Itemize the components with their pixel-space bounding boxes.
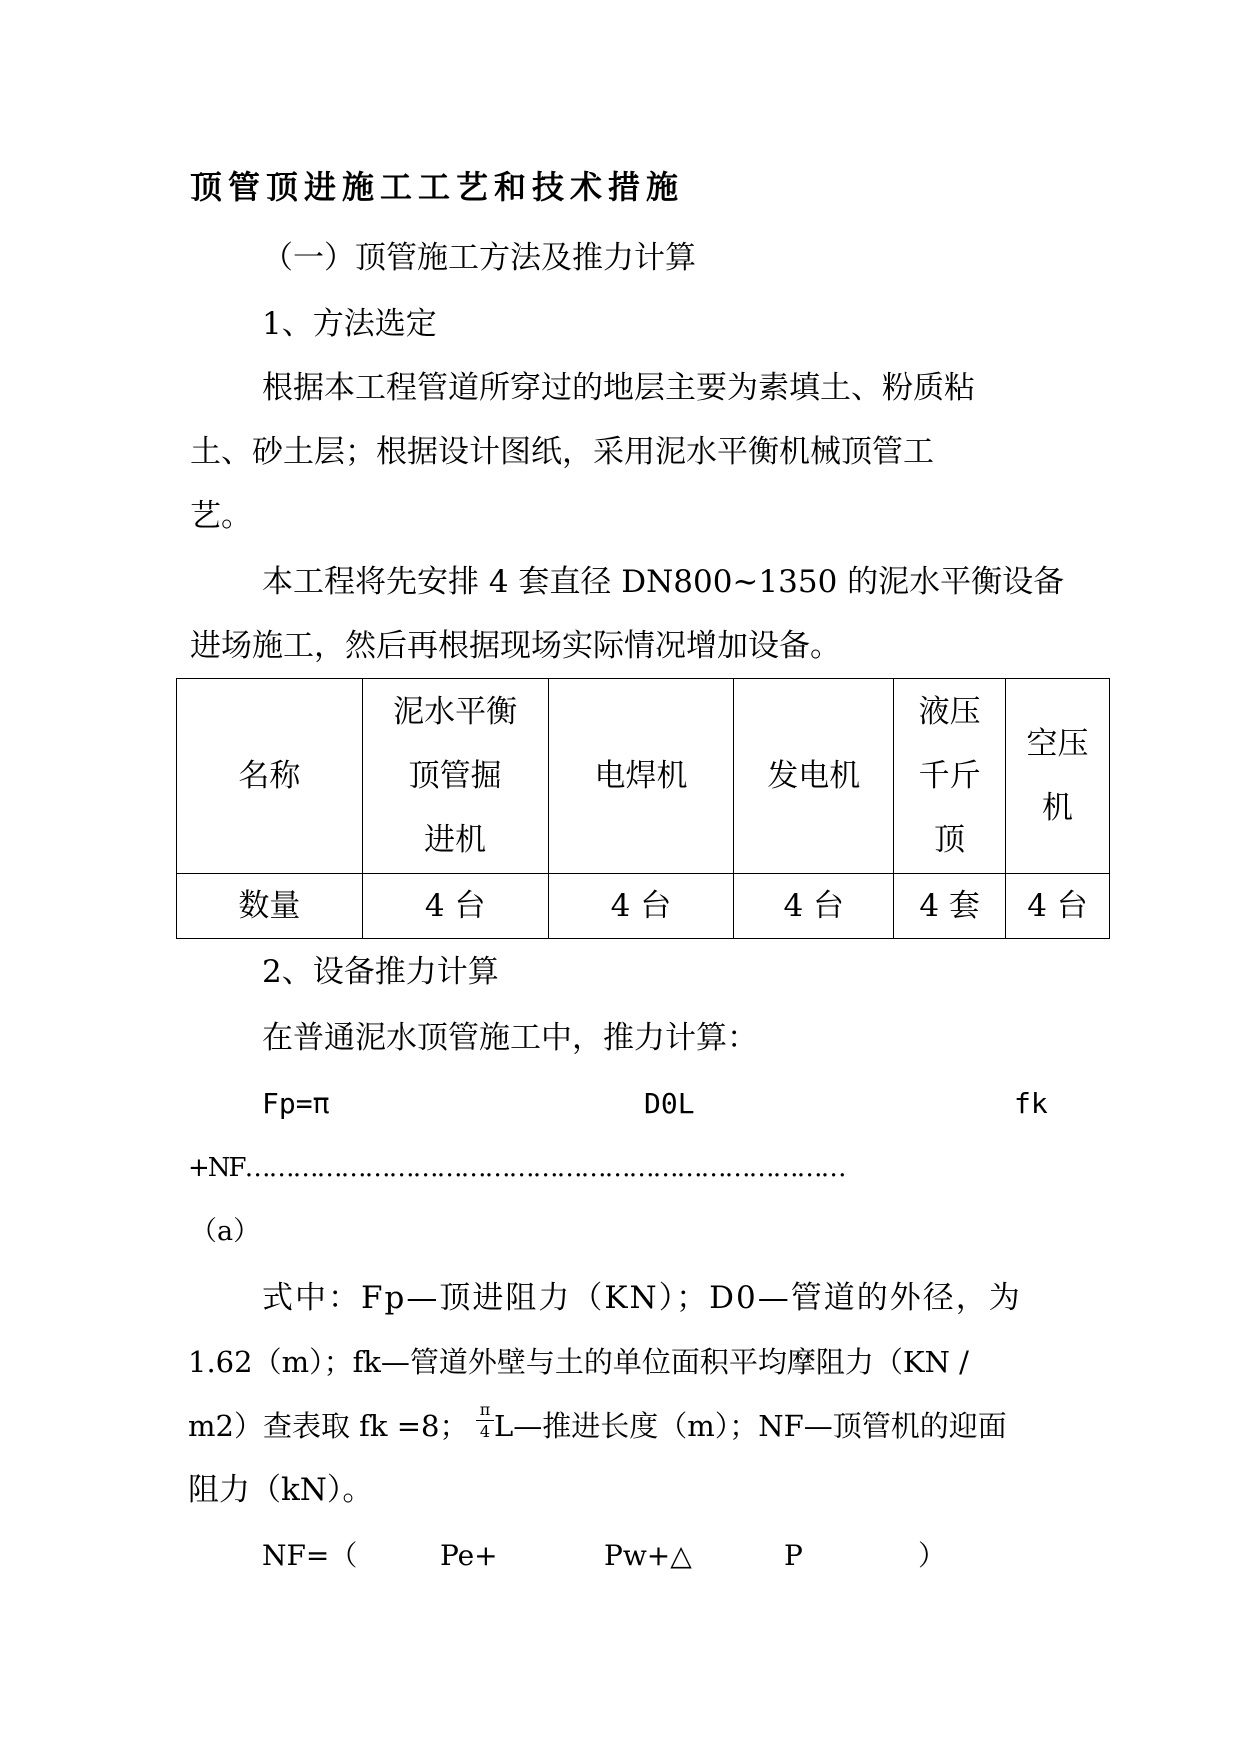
table-cell: 4 台 (362, 874, 548, 939)
formula-part: fk (1014, 1087, 1048, 1120)
table-cell: 4 台 (1006, 874, 1110, 939)
table-header-cell: 液压 千斤 顶 (894, 679, 1006, 874)
formula-part: Pe+ (440, 1539, 498, 1572)
paragraph-line: 在普通泥水顶管施工中，推力计算： (262, 1020, 758, 1056)
table-header-row (177, 679, 1110, 874)
table-header-cell: 泥水平衡 顶管掘 进机 (362, 679, 548, 874)
paragraph-line: 根据本工程管道所穿过的地层主要为素填土、粉质粘 (262, 370, 975, 406)
table-cell: 4 台 (548, 874, 734, 939)
document-title: 顶管顶进施工工艺和技术措施 (190, 168, 685, 206)
fraction-bar (476, 1420, 494, 1421)
table-row (177, 874, 1110, 939)
formula-part: Pw+△ (604, 1539, 692, 1572)
formula-label: （a） (190, 1216, 261, 1247)
subsection-heading-method: 1、方法选定 (262, 306, 437, 342)
equipment-table (176, 678, 1110, 939)
paragraph-line: L—推进长度（m）；NF—顶管机的迎面 (494, 1409, 1007, 1443)
table-cell: 4 套 (894, 874, 1006, 939)
paragraph-line: 本工程将先安排 4 套直径 DN800~1350 的泥水平衡设备 (262, 564, 1065, 600)
table-cell: 4 台 (734, 874, 894, 939)
table-cell: 数量 (177, 874, 363, 939)
table-header-cell: 发电机 (734, 679, 894, 874)
formula-part: Fp=π (262, 1087, 330, 1120)
formula-part: ） (918, 1539, 947, 1572)
table-header-cell: 名称 (177, 679, 363, 874)
paragraph-line: 艺。 (190, 498, 252, 534)
formula-part: NF=（ (262, 1539, 358, 1572)
paragraph-line: 进场施工，然后再根据现场实际情况增加设备。 (190, 628, 841, 664)
fraction-denominator: 4 (479, 1422, 491, 1441)
paragraph-line: 1.62（m）；fk—管道外壁与土的单位面积平均摩阻力（KN / (188, 1345, 969, 1379)
fraction-numerator: π (479, 1400, 491, 1419)
paragraph-line: 式中：Fp—顶进阻力（KN）；D0—管道的外径，为 (262, 1280, 1022, 1316)
formula-part: P (784, 1539, 803, 1572)
section-heading: （一）顶管施工方法及推力计算 (262, 240, 696, 276)
paragraph-line: 阻力（kN）。 (188, 1472, 374, 1508)
subsection-heading-thrust: 2、设备推力计算 (262, 954, 499, 990)
formula-part: D0L (644, 1087, 695, 1120)
paragraph-line: 土、砂土层；根据设计图纸，采用泥水平衡机械顶管工 (190, 434, 934, 470)
table-header-cell: 空压 机 (1006, 679, 1110, 874)
paragraph-line: m2）查表取 fk =8； (188, 1409, 469, 1443)
formula-continuation: +NF………………………………………………………………… (188, 1153, 845, 1183)
table-header-cell: 电焊机 (548, 679, 734, 874)
